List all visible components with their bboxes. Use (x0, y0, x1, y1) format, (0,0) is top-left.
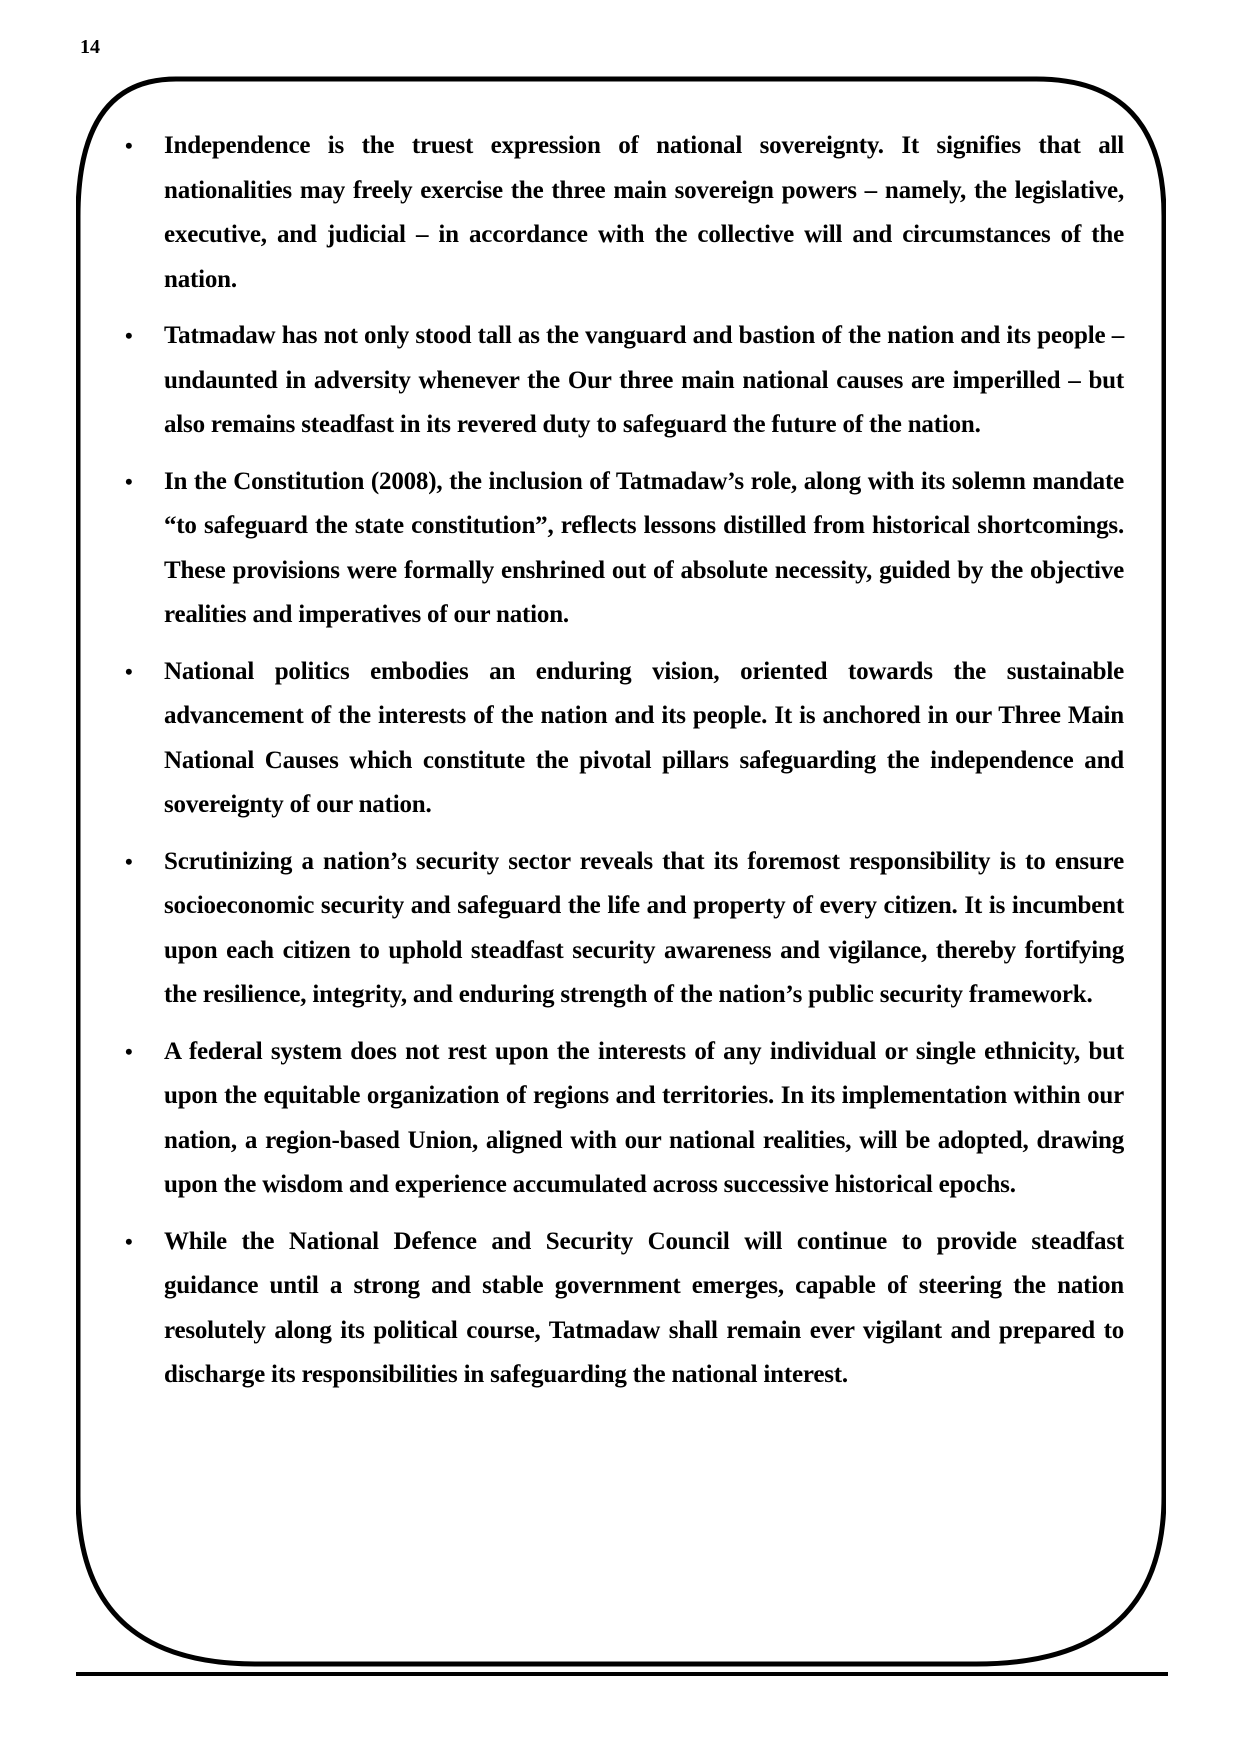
bullet-item (118, 460, 1124, 638)
bullet-item (118, 314, 1124, 448)
bullet-text: A federal system does not rest upon the interests of any individual or single ethnicity, but upon the equitable organization of regions and territories. In its implementation within our nation, a region-based Union, aligned with our national realities, will be adopted, drawing upon the wisdom and experience accumulated across successive historical epochs. (164, 1037, 1124, 1198)
bullet-text: National politics embodies an enduring vision, oriented towards the sustainable advancement of the interests of the nation and its people. It is anchored in our Three Main National Causes which constitute the pivotal pillars safeguarding the independence and sovereignty of our nation. (164, 657, 1124, 818)
bullet-text: In the Constitution (2008), the inclusion of Tatmadaw’s role, along with its solemn mandate “to safeguard the state constitution”, reflects lessons distilled from historical shortcomings. These provisions were formally enshrined out of absolute necessity, guided by the objective realities and imperatives of our nation. (164, 467, 1124, 628)
bullet-item (118, 650, 1124, 828)
footer-rule (76, 1672, 1168, 1676)
bullet-text: Tatmadaw has not only stood tall as the vanguard and bastion of the nation and its people – undaunted in adversity whenever the Our three main national causes are imperilled – but also remains steadfast in its revered duty to safeguard the future of the nation. (164, 322, 1124, 438)
bullet-item (118, 840, 1124, 1018)
bullet-list (118, 124, 1124, 1410)
bullet-icon: • (125, 133, 133, 158)
bullet-text: Independence is the truest expression of national sovereignty. It signifies that all nationalities may freely exercise the three main sovereign powers – namely, the legislative, executive, and judicial – in accordance with the collective will and circumstances of the nation. (164, 132, 1124, 293)
bullet-icon: • (125, 1038, 133, 1064)
bullet-icon: • (125, 658, 133, 684)
bullet-icon: • (125, 1228, 133, 1254)
page-number: 14 (80, 36, 100, 58)
bullet-icon: • (125, 468, 133, 494)
bullet-item (118, 1220, 1124, 1398)
bullet-item (118, 1030, 1124, 1208)
bullet-text: Scrutinizing a nation’s security sector reveals that its foremost responsibility is to ensure socioeconomic security and safeguard the life and property of every citizen. It is incumbent upon each citizen to uphold steadfast security awareness and vigilance, thereby fortifying the resilience, integrity, and enduring strength of the nation’s public security framework. (164, 847, 1124, 1008)
bullet-text: While the National Defence and Security Council will continue to provide steadfast guidance until a strong and stable government emerges, capable of steering the nation resolutely along its political course, Tatmadaw shall remain ever vigilant and prepared to discharge its responsibilities in safeguarding the national interest. (164, 1227, 1124, 1388)
bullet-icon: • (125, 323, 133, 348)
bullet-item (118, 124, 1124, 302)
bullet-icon: • (125, 848, 133, 874)
